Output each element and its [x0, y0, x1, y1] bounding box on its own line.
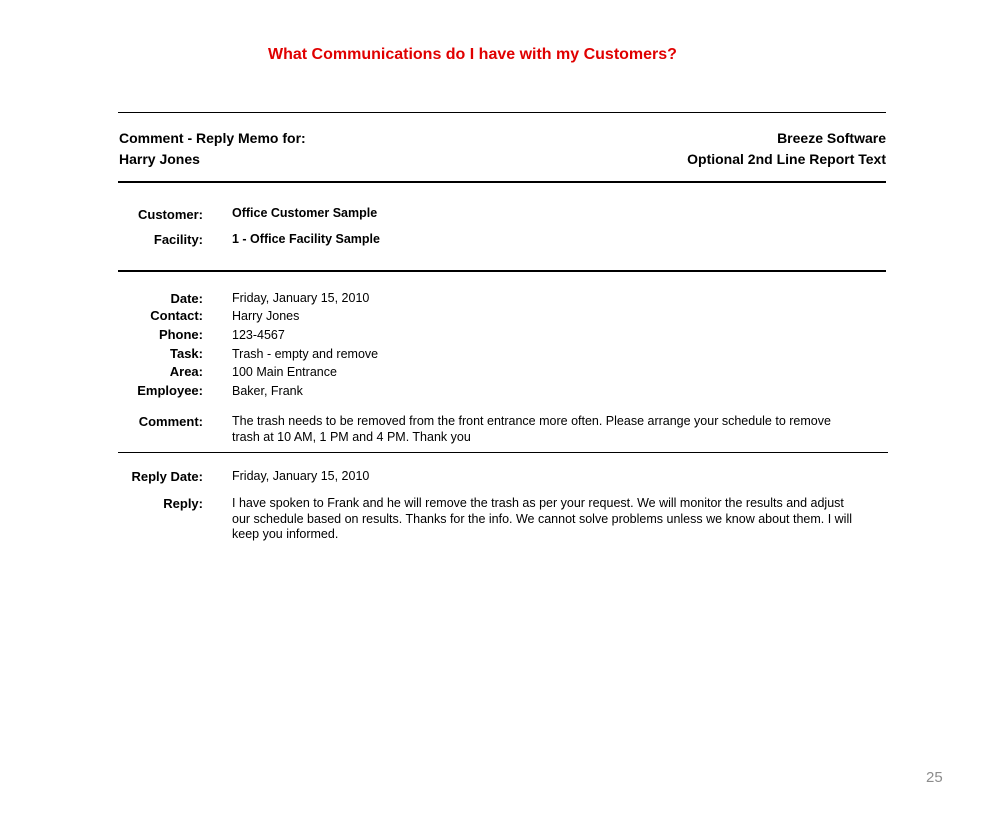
page-number: 25: [926, 769, 943, 786]
area-label: Area:: [169, 364, 203, 379]
comment-divider: [118, 452, 888, 453]
task-label: Task:: [170, 346, 203, 361]
report-subtitle: Optional 2nd Line Report Text: [687, 151, 886, 167]
contact-label: Contact:: [150, 308, 203, 323]
top-divider: [118, 112, 886, 113]
customer-label: Customer:: [137, 207, 203, 222]
reply-text: I have spoken to Frank and he will remove the trash as per your request. We will monitor the results and adjust our schedule based on results. Thanks for the info. We cannot solve problems unless we know about them. I will keep you informed.: [232, 496, 853, 541]
contact-value: Harry Jones: [232, 309, 300, 323]
phone-value: 123-4567: [232, 328, 285, 342]
reply-date-value: Friday, January 15, 2010: [232, 469, 370, 483]
facility-value: 1 - Office Facility Sample: [232, 232, 380, 246]
comment-text: The trash needs to be removed from the front entrance more often. Please arrange your schedule to remove trash at 10 AM, 1 PM and 4 PM. Thank you: [232, 414, 831, 444]
employee-value: Baker, Frank: [232, 384, 303, 398]
date-value: Friday, January 15, 2010: [232, 291, 370, 305]
area-value: 100 Main Entrance: [232, 365, 337, 379]
reply-date-label: Reply Date:: [131, 469, 203, 484]
task-value: Trash - empty and remove: [232, 347, 379, 361]
header-divider: [118, 181, 886, 183]
comment-label: Comment:: [138, 414, 203, 429]
customer-value: Office Customer Sample: [232, 206, 378, 220]
report-title: Comment - Reply Memo for:: [119, 130, 306, 146]
report-recipient: Harry Jones: [119, 151, 200, 167]
company-name: Breeze Software: [777, 130, 886, 146]
slide-title: What Communications do I have with my Customers?: [268, 46, 677, 63]
phone-label: Phone:: [158, 327, 203, 342]
employee-label: Employee:: [137, 383, 203, 398]
facility-label: Facility:: [153, 232, 203, 247]
reply-label: Reply:: [163, 496, 203, 511]
date-label: Date:: [170, 291, 203, 306]
customer-divider: [118, 270, 886, 272]
